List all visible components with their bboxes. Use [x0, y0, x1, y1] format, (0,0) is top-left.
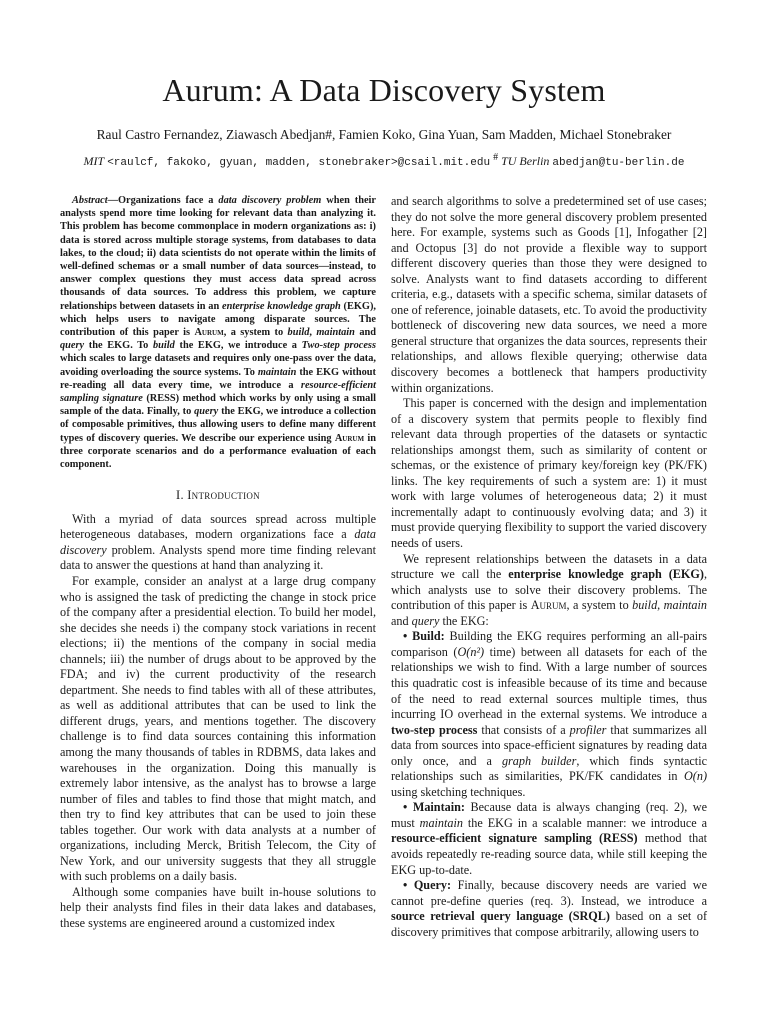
- paragraph-text: the EKG:: [439, 613, 489, 628]
- section-heading: [60, 488, 376, 504]
- paragraph-text: , which finds syntactic relationships such as similarities, PK/FK candidates in: [391, 753, 707, 784]
- paragraph-text: ,: [657, 598, 664, 613]
- abstract-text: (RESS) method which works by only using a small sample of the data. Finally, to: [60, 393, 376, 418]
- abstract-text: ,: [309, 327, 317, 339]
- math-expr: O(n): [683, 769, 707, 784]
- bullet-label: • Build:: [403, 629, 445, 644]
- paper-title: Aurum: A Data Discovery System: [162, 72, 606, 108]
- tu-email: abedjan@tu-berlin.de: [552, 157, 685, 169]
- paragraph-text: , a system to: [566, 598, 633, 613]
- paragraph-text: Building the EKG requires performing an all-pairs comparison (: [391, 629, 707, 659]
- system-name: Aurum: [334, 432, 365, 444]
- abstract-text: (EKG), which helps users to navigate among disparate sources. The contribution of this paper is: [60, 300, 376, 339]
- paragraph-bold: resource-efficient signature sampling (RESS): [391, 831, 638, 846]
- paragraph: This paper is concerned with the design and implementation of a discovery system that permits people to flexibly find relevant data through properties of the datasets or syntactic relationships amongst them, such as similarity of content or schemas, or the existence of primary key/foreign key (PK/FK) links. The key requirements of such a system are: 1) it must work with large volumes of heterogeneous data; 2) it must incrementally adapt to continuously evolving data; and 3) it must provide querying flexibility to support the varied discovery needs of users.: [391, 396, 707, 551]
- paragraph-text: the EKG in a scalable manner: we introduce a: [462, 815, 707, 830]
- paragraph-emph: data discovery: [60, 527, 376, 557]
- paragraph-bold: source retrieval query language (SRQL): [391, 909, 610, 924]
- abstract-text: when their analysts spend more time looking for relevant data than analyzing it. This problem has become commonplace in modern organizations as: i) data is stored across multiple storage systems, from databases to data lakes, to the cloud; ii) data scientists do not operate within the limits of well-defined schemas or a small number of data sources—instead, to answer complex questions they must access data spread across thousands of data sources. To address this problem, we capture relationships between datasets in an: [60, 195, 377, 312]
- paragraph-text: using sketching techniques.: [391, 784, 526, 799]
- paragraph-bold: enterprise knowledge graph (EKG): [508, 567, 704, 582]
- left-column: [60, 194, 376, 932]
- section-number: I.: [176, 488, 184, 503]
- paragraph-text: We represent relationships between the datasets in a data structure we call the: [391, 551, 707, 582]
- abstract-text: —Organizations face a: [107, 195, 219, 206]
- paragraph-text: With a myriad of data sources spread across multiple heterogeneous databases, modern organizations face a: [60, 511, 376, 542]
- paragraph-bold: two-step process: [391, 722, 478, 737]
- paragraph: and search algorithms to solve a predetermined set of use cases; they do not solve the more general discovery problem presented here. For example, systems such as Goods [1], Infogather [2] and Octopus [3] do not provide a flexible way to support different discovery queries than those they were designed to solve. Analysts want to find datasets according to different criteria, e.g., datasets with a specific schema, similar datasets of one of reference, joinable datasets, etc. To avoid the productivity bottleneck of discovering new data sources, we need a more general structure that organizes the data sources, represents their relationships, and allows flexible querying; otherwise data discovery becomes a bottleneck that hampers productivity within organizations.: [391, 194, 707, 395]
- paragraph-text: that summarizes all data from sources into space-efficient signatures by reading data only once, and a: [391, 722, 707, 768]
- paragraph-text: Because data is always changing (req. 2), we must: [391, 800, 708, 830]
- section-title: Introduction: [187, 488, 260, 503]
- paragraph-text: that consists of a: [477, 722, 570, 737]
- abstract-emph: resource-efficient sampling signature: [60, 379, 376, 405]
- affiliations: [0, 152, 768, 169]
- abstract-emph: query: [60, 340, 85, 352]
- abstract-emph: maintain: [316, 327, 355, 339]
- bullet-label: • Query:: [403, 878, 452, 893]
- tu-label: TU Berlin: [501, 154, 550, 168]
- right-column: [391, 194, 707, 940]
- paragraph-emph: maintain: [419, 815, 463, 830]
- paragraph-text: and: [391, 613, 412, 628]
- abstract-text: in three corporate scenarios and do a performance evaluation of each component.: [60, 432, 376, 471]
- abstract-emph: maintain: [257, 366, 297, 378]
- abstract-text: , a system to: [223, 327, 288, 339]
- bullet-build: [391, 629, 707, 800]
- paragraph-text: Finally, because discovery needs are varied we cannot pre-define queries (req. 3). Instead, we introduce a: [391, 878, 707, 908]
- bullet-maintain: [391, 800, 707, 878]
- paragraph-text: , which analysts use to solve their discovery problems. The contribution of this paper is: [391, 567, 707, 613]
- system-name: Aurum: [530, 598, 567, 613]
- abstract-text: the EKG, we introduce a collection of composable primitives, thus allowing users to define many different types of discovery queries. We describe our experience using: [60, 406, 376, 444]
- abstract: [60, 194, 376, 471]
- author-list: [0, 127, 768, 143]
- system-name: Aurum: [194, 327, 224, 339]
- paragraph: Although some companies have built in-house solutions to help their analysts find files in their data lakes and databases, these systems are engineered around a customized index: [60, 884, 376, 931]
- abstract-emph: query: [194, 406, 219, 418]
- paragraph: [391, 552, 707, 630]
- abstract-text: the EKG without re-reading all data every time, we introduce a: [60, 366, 376, 391]
- paragraph-text: method that avoids repeatedly re-reading source data, while still keeping the EKG up-to-date.: [391, 831, 707, 877]
- abstract-emph: data discovery problem: [218, 195, 322, 206]
- paragraph-emph: graph builder: [501, 753, 577, 768]
- abstract-emph: Two-step process: [301, 340, 376, 352]
- paragraph-text: problem. Analysts spend more time finding relevant data to answer the questions at hand than analyzing it.: [60, 542, 376, 573]
- author-names: Raul Castro Fernandez, Ziawasch Abedjan#, Famien Koko, Gina Yuan, Sam Madden, Michael Stonebraker: [96, 127, 672, 142]
- abstract-text: and: [354, 327, 376, 339]
- paragraph: For example, consider an analyst at a large drug company who is assigned the task of predicting the change in stock price of the company after a presidential election. To build her model, she decides she needs i) the company stock variations in recent elections; ii) the mentions of the company in social media channels; iii) the number of drugs about to be approved by the FDA; and iv) the current productivity of the research department. She needs to find tables with all of these attributes, as well as additional attributes that can be used to link the different drugs, years, and mentions together. The discovery challenge is to find data sources containing this information among the many thousands of tables in RDBMS, data lakes and warehouses in the organization. Doing this manually is extremely labor intensive, as the analyst has to browse a large number of files and tables to find those that might match, and then try to find key attributes that can be used to join these tables together. Our work with data analysts at a number of organizations, including Merck, British Telecom, the City of New York, and our university suggests that they all struggle with such problems on a daily basis.: [60, 574, 376, 884]
- mit-label: MIT: [83, 154, 105, 168]
- paragraph: [60, 512, 376, 574]
- abstract-text: the EKG, we introduce a: [174, 340, 302, 352]
- paragraph-text: based on a set of discovery primitives that compose arbitrarily, allowing users to: [391, 909, 708, 939]
- tu-marker: #: [493, 152, 499, 163]
- bullet-label: • Maintain:: [403, 800, 465, 815]
- paragraph-emph: query: [411, 613, 440, 628]
- abstract-emph: enterprise knowledge graph: [221, 300, 341, 312]
- paragraph-emph: profiler: [569, 722, 607, 737]
- abstract-text: the EKG. To: [84, 340, 153, 352]
- abstract-label: Abstract: [72, 195, 108, 206]
- math-expr: O(n²): [457, 644, 485, 659]
- abstract-emph: build: [153, 340, 175, 352]
- abstract-text: which scales to large datasets and requires only one-pass over the data, avoiding overloading the source systems. To: [60, 353, 376, 378]
- mit-email: <raulcf, fakoko, gyuan, madden, stonebraker>@csail.mit.edu: [107, 157, 491, 169]
- paragraph-emph: maintain: [663, 598, 708, 613]
- abstract-emph: build: [287, 327, 310, 339]
- bullet-query: [391, 878, 707, 940]
- paragraph-text: time) between all datasets for each of the relationships we wish to find. With a large number of sources this quadratic cost is infeasible because of its time and because of the need to read external sources multiple times, thus incurring IO overhead in the external systems. We introduce a: [391, 644, 707, 722]
- paragraph-emph: build: [632, 598, 658, 613]
